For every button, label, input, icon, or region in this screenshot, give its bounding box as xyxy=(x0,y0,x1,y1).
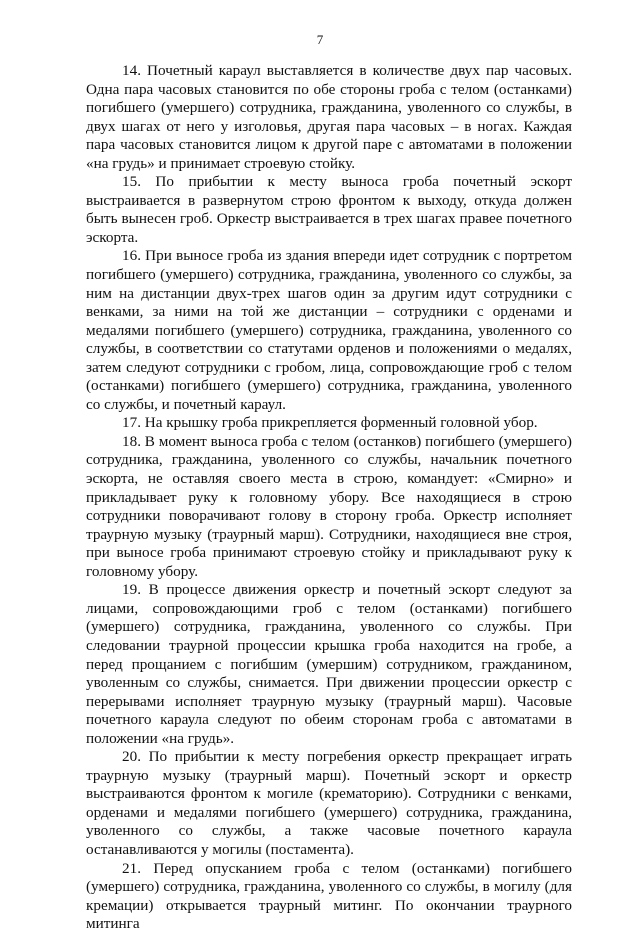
page-number: 7 xyxy=(316,32,324,47)
paragraph-17: 17. На крышку гроба прикрепляется форменный головной убор. xyxy=(122,414,538,432)
paragraph-15: 15. По прибытии к месту выноса гроба почетный эскорт выстраивается в развернутом строю фронтом к выходу, откуда должен быть вынесен гроб. Оркестр выстраивается в трех шагах правее почетного эскорта. xyxy=(86,173,572,246)
paragraph-18: 18. В момент выноса гроба с телом (останков) погибшего (умершего) сотрудника, гражданина, уволенного со службы, начальник почетного эскорта, не оставляя своего места в строю, командует: «Смирно» и прикладывает руку к головному убору. Все находящиеся в строю сотрудники поворачивают голову в сторону гроба. Оркестр исполняет траурную музыку (траурный марш). Сотрудники, находящиеся вне строя, при выносе гроба принимают строевую стойку и прикладывают руку к головному убору. xyxy=(86,432,572,580)
paragraph-21: 21. Перед опусканием гроба с телом (останками) погибшего (умершего) сотрудника, гражданина, уволенного со службы, в могилу (для кремации) открывается траурный митинг. По окончании траурного митинга xyxy=(86,859,572,933)
document-body xyxy=(86,62,572,934)
paragraph-19: 19. В процессе движения оркестр и почетный эскорт следуют за лицами, сопровождающими гроб с телом (останками) погибшего (умершего) сотрудника, гражданина, уволенного со службы. При следовании траурной процессии крышка гроба находится на гробе, а перед прощанием с погибшим (умершим) сотрудником, гражданином, уволенным со службы, снимается. При движении процессии оркестр с перерывами исполняет траурную музыку (траурный марш). Часовые почетного караула следуют по обеим сторонам гроба с автоматами в положении «на грудь». xyxy=(86,581,572,747)
paragraph-14: 14. Почетный караул выставляется в количестве двух пар часовых. Одна пара часовых становится по обе стороны гроба с телом (останками) погибшего (умершего) сотрудника, гражданина, уволенного со службы, в двух шагах от него у изголовья, другая пара часовых – в ногах. Каждая пара часовых становится лицом к другой паре с автоматами в положении «на грудь» и принимает строевую стойку. xyxy=(86,62,572,172)
paragraph-20: 20. По прибытии к месту погребения оркестр прекращает играть траурную музыку (траурный марш). Почетный эскорт и оркестр выстраиваются фронтом к могиле (крематорию). Сотрудники с венками, орденами и медалями погибшего (умершего) сотрудника, гражданина, уволенного со службы, а также часовые почетного караула останавливаются у могилы (постамента). xyxy=(86,748,572,858)
paragraph-16: 16. При выносе гроба из здания впереди идет сотрудник с портретом погибшего (умершего) сотрудника, гражданина, уволенного со службы, за ним на дистанции двух-трех шагов один за другим идут сотрудники с венками, за ними на той же дистанции – сотрудники с орденами и медалями погибшего (умершего) сотрудника, гражданина, уволенного со службы, в соответствии со статутами орденов и положениями о медалях, затем следуют сотрудники с гробом, лица, сопровождающие гроб с телом (останками) погибшего (умершего) сотрудника, гражданина, уволенного со службы, и почетный караул. xyxy=(86,247,572,413)
